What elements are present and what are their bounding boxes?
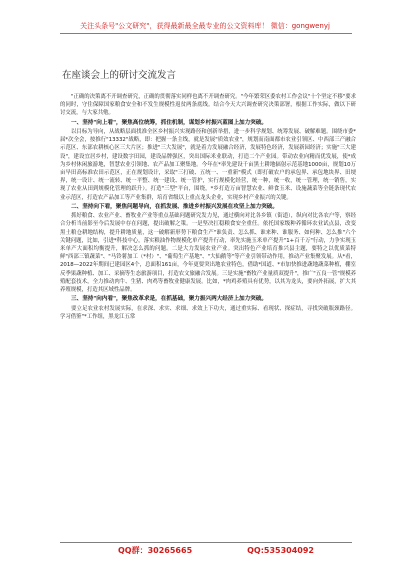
section-2-paragraph: 抓好粮食、农业产业、畜牧业产业等重点基础问题研究发力见，通过横向对比各乡镇（街道），纵向对比各农户等，察经合分析当前影至今后发展中存在问题，提出破解之策。一是坚决扛稳粮食安全重任。依托国家级种养循环农业试点县，改变黑土粮仓耕地结构，提升耕地质量，这一破解新形势下粮食生产"谁负责、怎么抓、谁来种、谁服务、如何种、怎么推"六个关键问题，比如，引进*科技中心，落实粮油作物规模化单产提升行动，率先实施玉米单产提升"1+百千万"行动，力争实现玉米单产大面积均衡提升，解决怎么抓的问题。二是大力发展农业产业。突出特色产业培育推兴县主题，要特之以优质菜特鲜"西部三镇蔬菜"、"马铃薯加工（*村）"、"葡萄生产基地"、"大仙鹅等"等产业引领带动作用，推动产业集聚发展。从*看，2018—2022年期间已建园区4个，总面积161亩，今年更要突出地农业特色，借助*国道、*市加快推进蔬地蔬菜种植，棚室反季果蔬种植、加工、采摘等生态旅游项目，打造农文旅融合发展。三是实施"畜牧产业量质双提升"，推广"五良一管"规模养殖配套技术，全力推动肉牛、生猪、肉鸡等畜牧业健康发展。比如，*肉鸡养殖具有优势，以其为龙头，要向外拓展，扩大其养殖规模，打造其区域性品牌。 <box>60 213 356 294</box>
section-heading-3: 三、坚持"向内看"，聚焦改革求是，在抓基础，聚力振兴两大经济上加力突破。 <box>71 296 268 303</box>
header-banner: 关注头条号"公文研究"，获得最新最全最专业的公文资料库！ 微信：gongwenyj <box>80 22 330 30</box>
footer <box>60 545 352 557</box>
footer-divider <box>60 542 352 543</box>
footer-qq-group: QQ群：30265665 <box>118 546 193 555</box>
footer-qq: QQ:535304092 <box>247 546 314 555</box>
section-1-paragraph: 以目标为导向，从战略层面找准全区乡村振兴实现路径和创新举措，进一步科学规划、统筹发展、破解难题。围绕市委*届*次全会，按推行"13332"战略，即：把握一条主线，就是发展"质效农业"，规划而南面都市农业引领区、中西部三产融合示范区、东部农耕核心区三大片区；推进"三大发展"，就是着力发展融合经济，发展特色经济，发展新园经济；实施"三大建设"，建设宜居乡村，建设数字田园，建设品牌强区，突出国际米业联动，打造二个产业园。带动农业向精而优发展，使*成为乡村休闲旅游地，智慧农业引领地、农产品加工聚集地。今年在*率先建设千亩黑土耕地辐射示范基地1000亩，规划10万亩旱田高标准农田示范区，正在规划设计，采取"三打破、五统一、一重新"模式（即打破农户的承包界、承包地块界、田埂界，统一设计、统一流转、统一平整、统一建设、统一管护，实行规模化经营，统一种，统一收，统一管理，统一销售，实现了农业从田到规模化管理的跃升）。打造"三型"平台，围绕，*乡打造万亩智慧农业、鲜食玉米、设施蔬菜等全链条现代农业示范区，打造农产品加工等产业集群，培育省级以上重点龙头企业，实现乡村产业振兴的关键。 <box>60 129 356 201</box>
section-heading-1: 一、坚持"向上看"，聚焦高位统筹，抓住机制，谋划乡村振兴蓝图上加力突破。 <box>71 119 268 126</box>
section-heading-2: 二、坚持向下看，聚焦问题导向，在抓发展、推进乡村振兴发展在攻坚上加力突破。 <box>71 203 278 210</box>
document-title: 在座谈会上的研讨交流发言 <box>62 70 177 81</box>
header-divider <box>60 33 352 34</box>
intro-paragraph: "正确的决策离不开调查研究，正确的贯彻落实同样也离不开调查研究。"今年繁荣区委农村工作会议"十个坚定不移"要求的同时，守住保障国家粮食安全和不发生规模性返贫两条底线。结合今天大兴调查研究决策部署，根据工作实际，做以下研讨交流，与大家共勉。 <box>60 94 356 117</box>
document-body <box>60 93 356 533</box>
section-3-paragraph: 要立足农业农村发展实际，在求深、求实、求细、求效上下功夫，通过重实际、看现状、探症结，寻找突破瓶颈路径。学习借鉴"*工作组，黑龙江五常 <box>60 305 356 320</box>
